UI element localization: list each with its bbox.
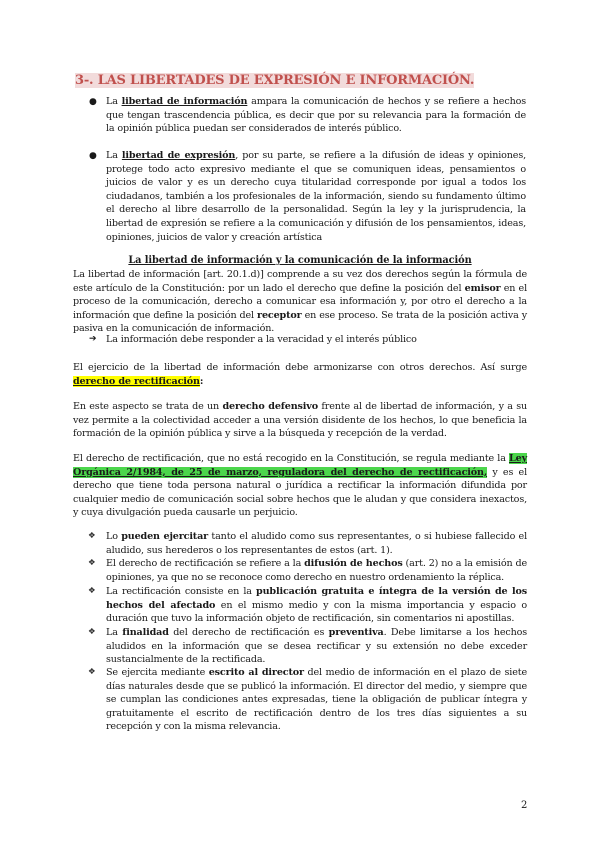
diamond-bullet-icon: ❖ xyxy=(88,531,96,541)
highlight-ley-organica: Ley Orgánica 2/1984, de 25 de marzo, reguladora del derecho de rectificación, xyxy=(73,453,527,478)
arrow-icon: ➔ xyxy=(89,334,97,344)
section-title: 3-. LAS LIBERTADES DE EXPRESIÓN E INFORMACIÓN. xyxy=(75,73,475,88)
arrow-item: La información debe responder a la veracidad y el interés público xyxy=(106,334,417,345)
bullet-paragraph-expression: La libertad de expresión, por su parte, se refiere a la difusión de ideas y opiniones, protege todo acto expresivo mediante el que se comuniquen ideas, pensamientos o juicios de valor y es un derecho cuya titularidad corresponde por igual a todos los ciudadanos, también a los profesionales de la información, siendo su fundamento último el derecho al libre desarrollo de la personalidad. Según la ley y la jurisprudencia, la libertad de expresión se refiere a la comunicación y difusión de los pensamientos, ideas, opiniones, juicios de valor y creación artística xyxy=(106,150,526,243)
diamond-item: Se ejercita mediante escrito al director del medio de información en el plazo de siete días naturales desde que se publicó la información. El director del medio, y siempre que se cumplan las condiciones antes expresadas, tiene la obligación de publicar íntegra y gratuitamente el escrito de rectificación dentro de los tres días siguientes a su recepción y con la misma relevancia. xyxy=(106,667,527,733)
diamond-bullet-icon: ❖ xyxy=(88,558,96,568)
diamond-item: La finalidad del derecho de rectificación es preventiva. Debe limitarse a los hechos aludidos en la información que se desea rectificar y su extensión no debe exceder sustancialmente de la rectificada. xyxy=(106,627,527,666)
bullet-paragraph-information: La libertad de información ampara la comunicación de hechos y se refiere a hechos que tengan trascendencia pública, es decir que por su relevancia para la formación de la opinión pública puedan ser considerados de interés público. xyxy=(106,96,526,135)
diamond-bullet-icon: ❖ xyxy=(88,667,96,677)
bullet-icon: ● xyxy=(89,151,97,161)
diamond-item: El derecho de rectificación se refiere a la difusión de hechos (art. 2) no a la emisión de opiniones, ya que no se reconoce como derecho en nuestro ordenamiento la réplica. xyxy=(106,558,527,583)
term-libertad-expresion: libertad de expresión xyxy=(121,150,236,161)
bullet-icon: ● xyxy=(89,97,97,107)
paragraph-libertad-informacion: La libertad de información [art. 20.1.d)] comprende a su vez dos derechos según la fórmula de este artículo de la Constitución: por un lado el derecho que define la posición del emisor en el proceso de la comunicación, derecho a comunicar esa información y, por otro el derecho a la información que define la posición del receptor en ese proceso. Se trata de la posición activa y pasiva en la comunicación de información. xyxy=(73,269,528,335)
diamond-bullet-icon: ❖ xyxy=(88,627,96,637)
paragraph-ley-organica: El derecho de rectificación, que no está recogido en la Constitución, se regula mediante la Ley Orgánica 2/1984, de 25 de marzo, reguladora del derecho de rectificación, y es el derecho que tiene toda persona natural o jurídica a rectificar la información difundida por cualquier medio de comunicación social sobre hechos que le aludan y que considera inexactos, y cuya divulgación pueda causarle un perjuicio. xyxy=(73,453,527,519)
subsection-heading: La libertad de información y la comunicación de la información xyxy=(128,255,472,266)
diamond-item: Lo pueden ejercitar tanto el aludido como sus representantes, o si hubiese fallecido el aludido, sus herederos o los representantes de estos (art. 1). xyxy=(106,531,527,556)
page-number: 2 xyxy=(521,800,528,811)
highlight-derecho-rectificacion: derecho de rectificación xyxy=(73,375,200,387)
paragraph-derecho-defensivo: En este aspecto se trata de un derecho defensivo frente al de libertad de información, y a su vez permite a la colectividad acceder a una versión disidente de los hechos, lo que beneficia la formación de la opinión pública y sirve a la búsqueda y recepción de la verdad. xyxy=(73,401,528,440)
diamond-item: La rectificación consiste en la publicación gratuita e íntegra de la versión de los hechos del afectado en el mismo medio y con la misma importancia y espacio o duración que tuvo la información objeto de rectificación, sin comentarios ni apostillas. xyxy=(106,586,527,625)
term-libertad-informacion: libertad de información xyxy=(121,96,248,107)
paragraph-rectificacion-intro: El ejercicio de la libertad de información debe armonizarse con otros derechos. Así surge derecho de rectificación: xyxy=(73,362,527,387)
diamond-bullet-icon: ❖ xyxy=(88,586,96,596)
